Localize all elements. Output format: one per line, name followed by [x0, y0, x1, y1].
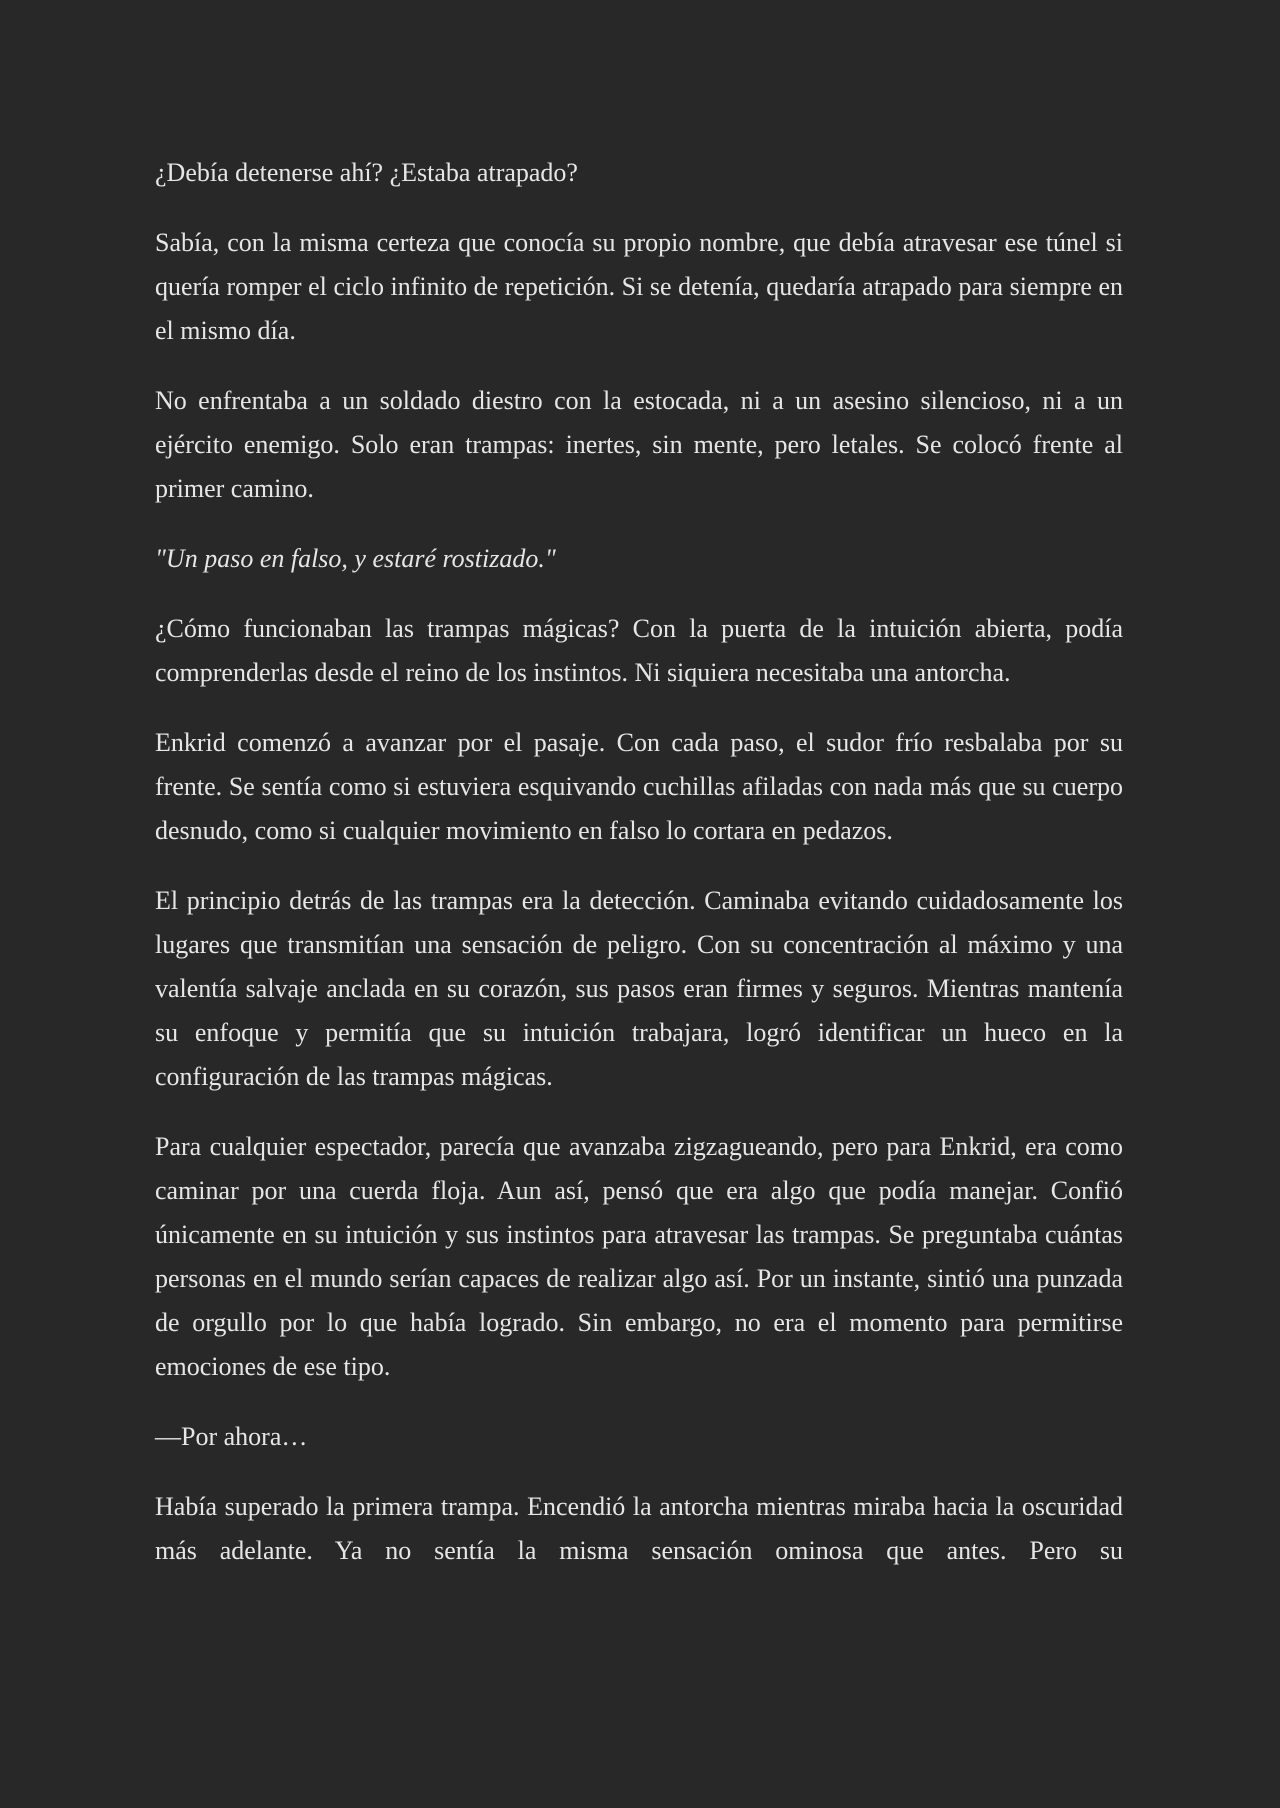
paragraph: ¿Cómo funcionaban las trampas mágicas? Con la puerta de la intuición abierta, podía comprenderlas desde el reino de los instintos. Ni siquiera necesitaba una antorcha.	[155, 614, 1123, 687]
paragraph: Enkrid comenzó a avanzar por el pasaje. Con cada paso, el sudor frío resbalaba por su frente. Se sentía como si estuviera esquivando cuchillas afiladas con nada más que su cuerpo desnudo, como si cualquier movimiento en falso lo cortara en pedazos.	[155, 728, 1123, 845]
paragraph: ¿Debía detenerse ahí? ¿Estaba atrapado?	[155, 158, 578, 187]
chapter-text	[155, 151, 1123, 1599]
paragraph: Para cualquier espectador, parecía que avanzaba zigzagueando, pero para Enkrid, era como caminar por una cuerda floja. Aun así, pensó que era algo que podía manejar. Confió únicamente en su intuición y sus instintos para atravesar las trampas. Se preguntaba cuántas personas en el mundo serían capaces de realizar algo así. Por un instante, sintió una punzada de orgullo por lo que había logrado. Sin embargo, no era el momento para permitirse emociones de ese tipo.	[155, 1132, 1123, 1381]
paragraph: Había superado la primera trampa. Encendió la antorcha mientras miraba hacia la oscuridad más adelante. Ya no sentía la misma sensación ominosa que antes. Pero su	[155, 1492, 1123, 1565]
paragraph: Sabía, con la misma certeza que conocía su propio nombre, que debía atravesar ese túnel si quería romper el ciclo infinito de repetición. Si se detenía, quedaría atrapado para siempre en el mismo día.	[155, 228, 1123, 345]
paragraph: El principio detrás de las trampas era la detección. Caminaba evitando cuidadosamente los lugares que transmitían una sensación de peligro. Con su concentración al máximo y una valentía salvaje anclada en su corazón, sus pasos eran firmes y seguros. Mientras mantenía su enfoque y permitía que su intuición trabajara, logró identificar un hueco en la configuración de las trampas mágicas.	[155, 886, 1123, 1091]
paragraph-dialogue: —Por ahora…	[155, 1422, 308, 1451]
paragraph: No enfrentaba a un soldado diestro con la estocada, ni a un asesino silencioso, ni a un ejército enemigo. Solo eran trampas: inertes, sin mente, pero letales. Se colocó frente al primer camino.	[155, 386, 1123, 503]
paragraph-thought: "Un paso en falso, y estaré rostizado."	[155, 544, 556, 573]
